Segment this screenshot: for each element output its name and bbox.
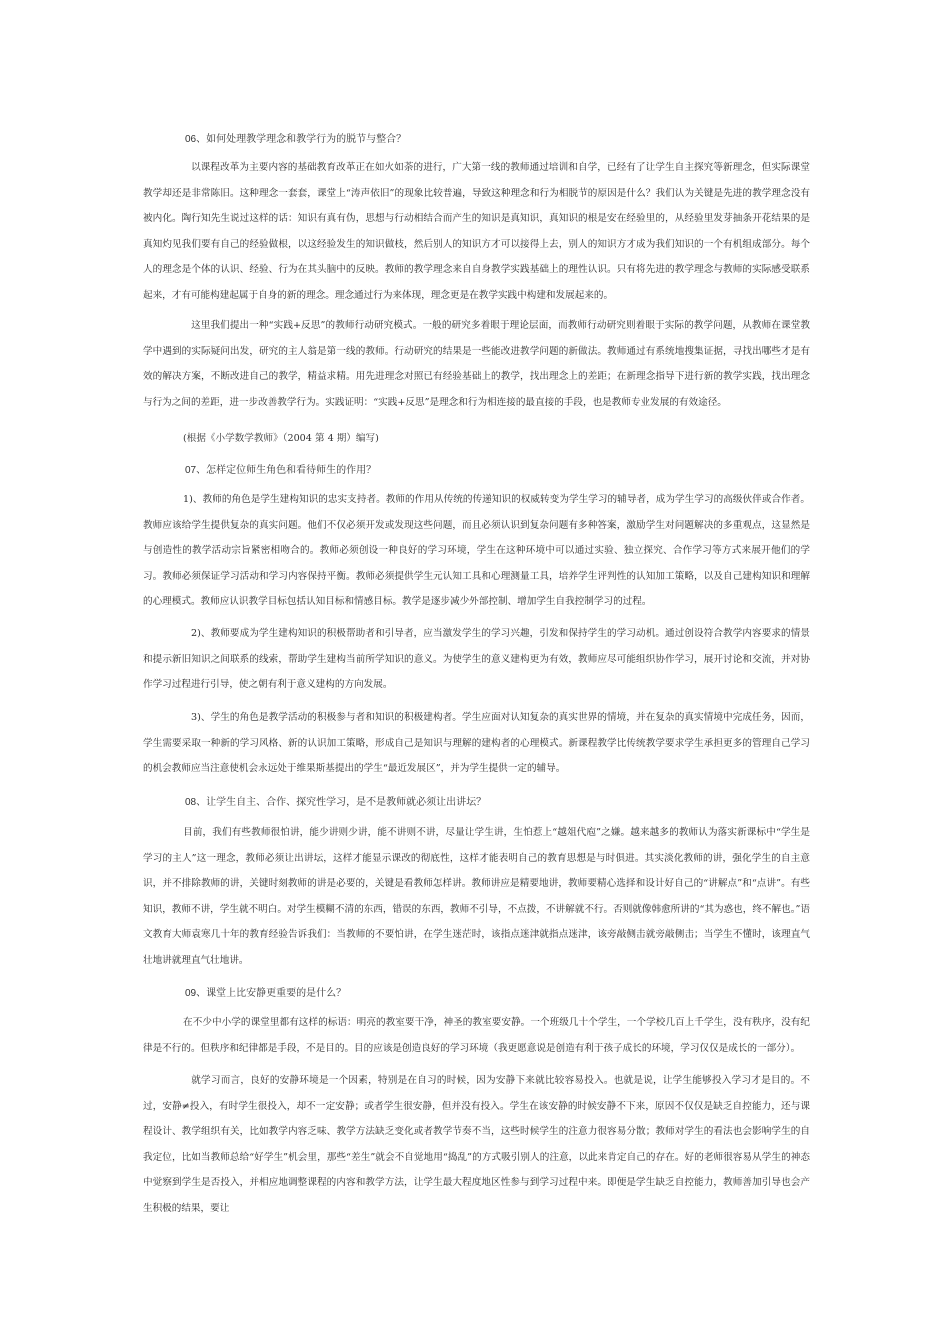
question-07-paragraph-2-text: 2)、教师要成为学生建构知识的积极帮助者和引导者，应当激发学生的学习兴趣，引发和保持学生的学习动机。通过创设符合教学内容要求的情景和提示新旧知识之间联系的线索，帮助学生建构当前所学知识的意义。为使学生的意义建构更为有效，教师应尽可能组织协作学习，展开讨论和交流，并对协作学习过程进行引导，使之朝有利于意义建构的方向发展。 [143,628,810,691]
question-06-paragraph-2 [143,313,810,415]
question-07-paragraph-2 [143,621,810,698]
question-09-heading: 09、课堂上比安静更重要的是什么？ [185,988,347,999]
question-06-paragraph-1 [143,155,810,309]
question-07-paragraph-3 [143,705,810,782]
question-07-paragraph-3-text: 3)、学生的角色是教学活动的积极参与者和知识的积极建构者。学生应面对认知复杂的真实世界的情境，并在复杂的真实情境中完成任务，因而，学生需要采取一种新的学习风格、新的认识加工策略，形成自己是知识与理解的建构者的心理模式。新课程教学比传统教学要求学生承担更多的管理自己学习的机会教师应当注意使机会永远处于维果斯基提出的学生“最近发展区”，并为学生提供一定的辅导。 [143,712,810,775]
question-09-paragraph-2-text: 就学习而言，良好的安静环境是一个因素，特别是在自习的时候，因为安静下来就比较容易投入。也就是说，让学生能够投入学习才是目的。不过，安静≠投入，有时学生很投入，却不一定安静；或者学生很安静，但并没有投入。学生在该安静的时候安静不下来，原因不仅仅是缺乏自控能力，还与课程设计、教学组织有关，比如教学内容乏味、教学方法缺乏变化或者教学节奏不当，这些时候学生的注意力很容易分散；教师对学生的看法也会影响学生的自我定位，比如当教师总给“好学生”机会里，那些“差生”就会不自觉地用“捣乱”的方式吸引别人的注意，以此来肯定自己的存在。好的老师很容易从学生的神态中觉察到学生是否投入，并相应地调整课程的内容和教学方法，让学生最大程度地区性参与到学习过程中来。即便是学生缺乏自控能力，教师善加引导也会产生积极的结果，要让 [143,1075,810,1214]
question-08-paragraph-1 [143,820,810,974]
question-06-paragraph-2-text: 这里我们提出一种“实践+反思”的教师行动研究模式。一般的研究多着眼于理论层面，而教师行动研究则着眼于实际的教学问题，从教师在课堂教学中遇到的实际疑问出发，研究的主人翁是第一线的教师。行动研究的结果是一些能改进教学问题的新做法。教师通过有系统地搜集证据，寻找出哪些才是有效的解决方案，不断改进自己的教学，精益求精。用先进理念对照已有经验基础上的教学，找出理念上的差距；在新理念指导下进行新的教学实践，找出理念与行为之间的差距，进一步改善教学行为。实践证明：“实践+反思”是理念和行为相连接的最直接的手段，也是教师专业发展的有效途径。 [143,320,810,408]
question-09-paragraph-2 [143,1068,810,1222]
question-07-paragraph-1 [143,487,810,615]
question-09-paragraph-1 [143,1010,810,1061]
question-08-heading: 08、让学生自主、合作、探究性学习，是不是教师就必须让出讲坛？ [185,797,487,808]
question-06-heading: 06、如何处理教学理念和教学行为的脱节与整合？ [185,134,407,145]
source-citation: (根据《小学数学教师》（2004 第 4 期）编写) [183,433,379,444]
question-09-paragraph-1-text: 在不少中小学的课堂里都有这样的标语：明亮的教室要干净，神圣的教室要安静。一个班级几十个学生，一个学校几百上千学生，没有秩序，没有纪律是不行的。但秩序和纪律都是手段，不是目的。目的应该是创造良好的学习环境（我更愿意说是创造有利于孩子成长的环境，学习仅仅是成长的一部分）。 [143,1017,810,1054]
question-07-paragraph-1-text: 1)、教师的角色是学生建构知识的忠实支持者。教师的作用从传统的传递知识的权威转变为学生学习的辅导者，成为学生学习的高级伙伴或合作者。教师应该给学生提供复杂的真实问题。他们不仅必须开发或发现这些问题，而且必须认识到复杂问题有多种答案，激励学生对问题解决的多重观点，这显然是与创造性的教学活动宗旨紧密相吻合的。教师必须创设一种良好的学习环境，学生在这种环境中可以通过实验、独立探究、合作学习等方式来展开他们的学习。教师必须保证学习活动和学习内容保持平衡。教师必须提供学生元认知工具和心理测量工具，培养学生评判性的认知加工策略，以及自己建构知识和理解的心理模式。教师应认识教学目标包括认知目标和情感目标。教学是逐步减少外部控制、增加学生自我控制学习的过程。 [143,494,810,608]
question-08-paragraph-1-text: 目前，我们有些教师很怕讲，能少讲则少讲，能不讲则不讲，尽量让学生讲，生怕惹上“越俎代庖”之嫌。越来越多的教师认为落实新课标中“学生是学习的主人”这一理念，教师必须让出讲坛，这样才能显示课改的彻底性，这样才能表明自己的教育思想是与时俱进。其实淡化教师的讲，强化学生的自主意识，并不排除教师的讲，关键时刻教师的讲是必要的，关键是看教师怎样讲。教师讲应是精要地讲，教师要精心选择和设计好自己的“讲解点”和“点讲”。有些知识，教师不讲，学生就不明白。对学生模糊不清的东西，错误的东西，教师不引导，不点拨，不讲解就不行。否则就像韩愈所讲的“其为惑也，终不解也。”语文教育大师袁寒几十年的教育经验告诉我们：当教师的不要怕讲，在学生迷茫时，该指点迷津就指点迷津，该旁敲侧击就旁敲侧击；当学生不懂时，该理直气壮地讲就理直气壮地讲。 [143,827,810,966]
question-07-heading: 07、怎样定位师生角色和看待师生的作用？ [185,465,377,476]
question-06-paragraph-1-text: 以课程改革为主要内容的基础教育改革正在如火如荼的进行，广大第一线的教师通过培训和自学，已经有了让学生自主探究等新理念，但实际课堂教学却还是非常陈旧。这种理念一套套，课堂上“涛声依旧”的现象比较普遍，导致这种理念和行为相脱节的原因是什么？我们认为关键是先进的教学理念没有被内化。陶行知先生说过这样的话：知识有真有伪，思想与行动相结合而产生的知识是真知识，真知识的根是安在经验里的，从经验里发芽抽条开花结果的是真知灼见我们要有自己的经验做根，以这经验发生的知识做枝，然后别人的知识方才可以接得上去，别人的知识方才成为我们知识的一个有机组成部分。每个人的理念是个体的认识、经验、行为在其头脑中的反映。教师的教学理念来自自身教学实践基础上的理性认识。只有将先进的教学理念与教师的实际感受联系起来，才有可能构建起属于自身的新的理念。理念通过行为来体现，理念更是在教学实践中构建和发展起来的。 [143,162,810,301]
